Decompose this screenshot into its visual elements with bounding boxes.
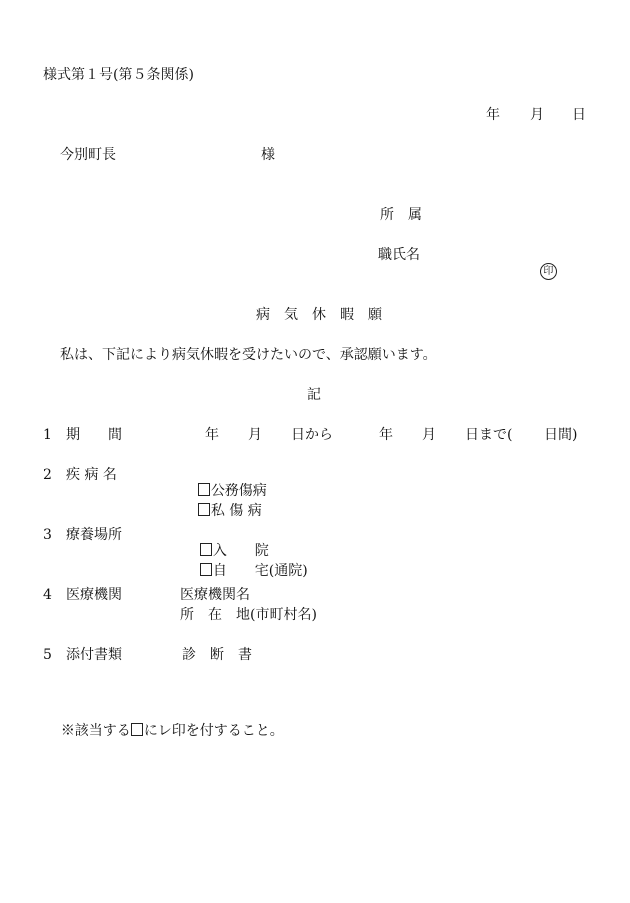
period-start-day: 日から [291, 427, 333, 443]
period-start-month: 月 [248, 427, 262, 443]
body-text: 私は、下記により病気休暇を受けたいので、承認願います。 [60, 347, 437, 363]
form-title: 病 気 休 暇 願 [256, 307, 382, 323]
addressee-name: 今別町長 [60, 147, 116, 163]
period-end-year: 年 [379, 427, 393, 443]
checkbox-square [200, 563, 212, 576]
checkbox-square [198, 503, 210, 516]
seal-icon: 印 [540, 263, 557, 280]
date-month: 月 [530, 107, 544, 123]
item-3-label: 療養場所 [66, 527, 122, 543]
item-5-label: 添付書類 [66, 647, 122, 663]
period-days: 日間) [544, 427, 578, 443]
item-1-label: 期 間 [66, 427, 122, 443]
name-label: 職氏名 [378, 247, 420, 263]
affiliation-label: 所 属 [380, 207, 422, 223]
date-day: 日 [572, 107, 586, 123]
period-end-month: 月 [422, 427, 436, 443]
seal-mark [522, 246, 557, 296]
ki-heading: 記 [307, 387, 321, 403]
place-option-hospital: 入 院 [182, 527, 269, 575]
addressee-honorific: 様 [261, 147, 275, 163]
form-number: 様式第１号(第５条関係) [43, 67, 194, 83]
disease-option-private: 私 傷 病 [180, 487, 262, 535]
item-2-number: 2 [43, 467, 52, 483]
institution-address-label: 所 在 地(市町村名) [180, 607, 317, 623]
period-end-day: 日まで( [465, 427, 513, 443]
checkbox-square [131, 723, 143, 736]
item-2-label: 疾 病 名 [66, 467, 117, 483]
place-option-home: 自 宅(通院) [182, 547, 308, 595]
item-4-label: 医療機関 [66, 587, 122, 603]
item-3-number: 3 [43, 527, 52, 543]
institution-name-label: 医療機関名 [180, 587, 250, 603]
documents-value: 診 断 書 [182, 647, 252, 663]
period-start-year: 年 [205, 427, 219, 443]
footnote: ※該当する にレ印を付すること。 [60, 723, 284, 739]
item-1-number: 1 [43, 427, 52, 443]
item-5-number: 5 [43, 647, 52, 663]
item-4-number: 4 [43, 587, 52, 603]
date-year: 年 [486, 107, 500, 123]
disease-option-official: 公務傷病 [180, 467, 267, 515]
